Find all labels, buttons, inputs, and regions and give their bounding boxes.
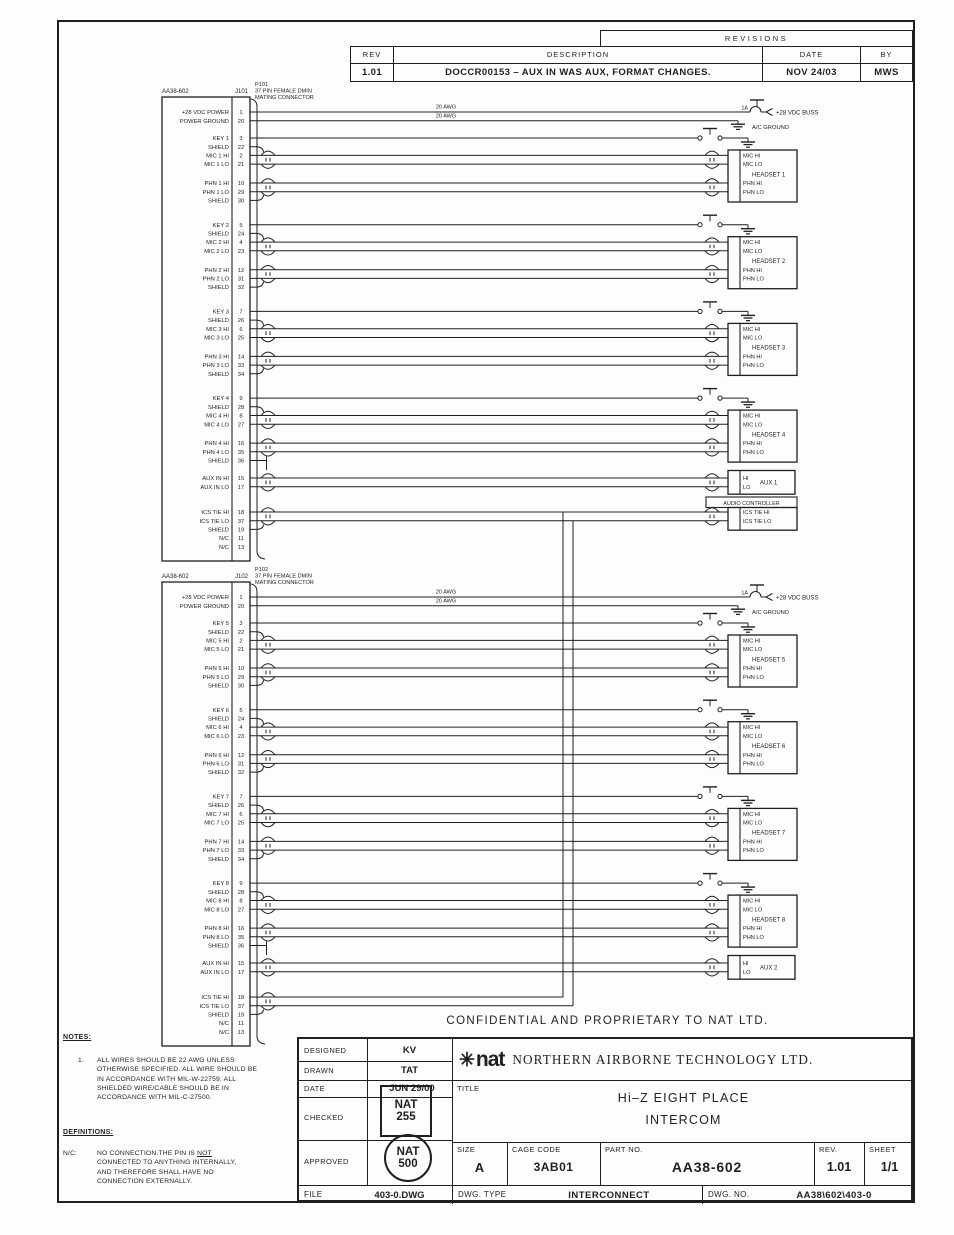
pin-number-label: 3 [239, 136, 243, 143]
pin-number-label: 25 [237, 820, 245, 827]
date-col-header: DATE [799, 50, 824, 60]
pin-number-label: 14 [237, 354, 245, 361]
aux-port-label: HI [743, 961, 749, 968]
pin-number-label: 37 [237, 518, 245, 525]
pin-name-label: MIC 7 LO [204, 820, 229, 827]
audio-controller-title: AUDIO CONTROLLER [723, 500, 780, 507]
pin-name-label: SHIELD [208, 716, 229, 723]
headset-port-label: PHN LO [743, 189, 764, 196]
pin-name-label: PHN 1 LO [202, 189, 229, 196]
pin-name-label: N/C [219, 544, 229, 551]
headset-name-label: HEADSET 7 [752, 830, 786, 837]
pin-name-label: SHIELD [208, 285, 229, 292]
company-name: NORTHERN AIRBORNE TECHNOLOGY LTD. [512, 1052, 814, 1067]
pin-number-label: 24 [237, 231, 245, 238]
by-col-header: BY [880, 50, 893, 60]
headset-port-label: MIC LO [743, 820, 763, 827]
board-ref-label: AA38-602 [162, 89, 189, 95]
pin-number-label: 36 [237, 943, 245, 950]
pin-name-label: SHIELD [208, 856, 229, 863]
pin-name-label: PHN 1 HI [204, 181, 229, 188]
nc-text: NO CONNECTION.THE PIN IS [97, 1150, 198, 1157]
pin-number-label: 18 [237, 995, 245, 1002]
pin-name-label: SHIELD [208, 943, 229, 950]
size-value: A [474, 1159, 485, 1175]
pin-name-label: PHN 6 LO [202, 761, 229, 768]
headset-name-label: HEADSET 8 [752, 917, 786, 924]
pin-number-label: 17 [237, 969, 245, 976]
pin-number-label: 21 [237, 162, 245, 169]
pin-number-label: 22 [237, 629, 245, 636]
definitions-heading: DEFINITIONS: [63, 1129, 114, 1136]
pin-name-label: MIC 8 LO [204, 907, 229, 914]
headset-port-label: PHN HI [743, 752, 762, 759]
pin-number-label: 22 [237, 144, 245, 151]
dwg-no-value: AA38\602\403-0 [796, 1189, 872, 1201]
pin-name-label: MIC 3 HI [206, 326, 229, 333]
headset-port-label: PHN HI [743, 926, 762, 933]
rev-label: REV. [819, 1145, 838, 1154]
nc-term: N/C: [63, 1150, 78, 1157]
pin-name-label: AUX IN HI [202, 961, 229, 968]
headset-port-label: PHN LO [743, 276, 764, 283]
date-col-header-cell [762, 46, 861, 64]
stamp-text: 500 [398, 1158, 418, 1170]
pin-name-label: KEY 4 [212, 396, 229, 403]
headset-port-label: PHN HI [743, 354, 762, 361]
headset-port-label: MIC LO [743, 248, 763, 255]
file-value: 403-0.DWG [374, 1189, 425, 1201]
note-line [97, 1149, 297, 1158]
pin-number-label: 7 [239, 794, 243, 801]
ac-ground-label: A/C GROUND [752, 610, 790, 617]
pin-name-label: KEY 8 [212, 881, 229, 888]
stamp-text: NAT [394, 1098, 418, 1111]
pin-name-label: KEY 3 [212, 309, 229, 316]
pin-number-label: 30 [237, 198, 245, 205]
confidentiality-text: CONFIDENTIAL AND PROPRIETARY TO NAT LTD. [446, 1015, 769, 1027]
plug-desc-label: 37 PIN FEMALE DMIN [255, 88, 312, 95]
pin-number-label: 7 [239, 309, 243, 316]
sheet-value: 1/1 [880, 1160, 899, 1174]
pin-number-label: 17 [237, 484, 245, 491]
pin-name-label: PHN 5 HI [204, 666, 229, 673]
pin-name-label: +28 VDC POWER [181, 595, 229, 602]
pin-number-label: 30 [237, 683, 245, 690]
pin-name-label: PHN 2 HI [204, 267, 229, 274]
description-col-header-cell [393, 46, 763, 64]
nc-definition [97, 1149, 297, 1186]
pin-name-label: MIC 1 HI [206, 153, 229, 160]
pin-name-label: MIC 6 LO [204, 733, 229, 740]
checked-label: CHECKED [304, 1113, 344, 1122]
plug-ref-label: P101 [255, 82, 269, 88]
pin-name-label: MIC 8 HI [206, 898, 229, 905]
pin-name-label: SHIELD [208, 231, 229, 238]
note-line: ALL WIRES SHOULD BE 22 AWG UNLESS [97, 1057, 235, 1064]
pin-number-label: 34 [237, 371, 245, 378]
pin-number-label: 4 [239, 725, 243, 732]
title-label: TITLE [457, 1084, 480, 1093]
headset-port-label: PHN HI [743, 839, 762, 846]
pin-number-label: 21 [237, 647, 245, 654]
pin-number-label: 1 [239, 595, 243, 602]
pin-number-label: 37 [237, 1003, 245, 1010]
pin-name-label: SHIELD [208, 144, 229, 151]
cage-code-value: 3AB01 [533, 1160, 574, 1174]
fuse-rating-label: 1A [741, 590, 748, 597]
designed-value: KV [402, 1044, 417, 1056]
pin-name-label: PHN 3 LO [202, 363, 229, 370]
jack-ref-label: J101 [234, 89, 248, 95]
pin-number-label: 35 [237, 449, 245, 456]
headset-port-label: PHN HI [743, 666, 762, 673]
pin-number-label: 6 [239, 811, 243, 818]
headset-port-label: PHN HI [743, 441, 762, 448]
dwg-no-label: DWG. NO. [708, 1190, 750, 1199]
drawn-value: TAT [400, 1065, 419, 1076]
pin-name-label: PHN 2 LO [202, 276, 229, 283]
fuse-rating-label: 1A [741, 105, 748, 112]
rev-date: NOV 24/03 [786, 66, 837, 78]
pin-number-label: 3 [239, 621, 243, 628]
rev-by-cell [860, 63, 913, 82]
pin-number-label: 4 [239, 240, 243, 247]
pin-name-label: PHN 5 LO [202, 674, 229, 681]
pin-name-label: SHIELD [208, 683, 229, 690]
drawing-title [452, 1080, 915, 1142]
pin-number-label: 6 [239, 326, 243, 333]
nc-text-underlined: NOT [197, 1150, 212, 1157]
pin-number-label: 29 [237, 674, 245, 681]
headset-name-label: HEADSET 5 [752, 657, 786, 664]
controller-port-label: ICS TIE HI [743, 510, 770, 517]
pin-number-label: 31 [237, 276, 245, 283]
pin-number-label: 27 [237, 907, 245, 914]
company-header [459, 1045, 813, 1075]
jack-ref-label: J102 [234, 574, 248, 580]
pin-name-label: PHN 3 HI [204, 354, 229, 361]
wire-gauge-label: 20 AWG [435, 589, 457, 596]
part-no-label: PART NO. [605, 1145, 643, 1154]
plug-desc-label: MATING CONNECTOR [255, 95, 314, 101]
pin-name-label: KEY 5 [212, 621, 229, 628]
pin-name-label: PHN 7 LO [202, 848, 229, 855]
note-line: CONNECTED TO ANYTHING INTERNALLY, [97, 1159, 237, 1167]
pin-number-label: 31 [237, 761, 245, 768]
pin-name-label: SHIELD [208, 889, 229, 896]
headset-port-label: MIC HI [743, 326, 761, 333]
drawing-title-line1: Hi–Z EIGHT PLACE [617, 1091, 750, 1105]
pin-number-label: 9 [239, 396, 243, 403]
pin-number-label: 24 [237, 716, 245, 723]
checked-stamp [380, 1085, 432, 1137]
pin-name-label: SHIELD [208, 770, 229, 777]
pin-name-label: MIC 4 LO [204, 422, 229, 429]
pin-number-label: 10 [237, 666, 245, 673]
headset-port-label: MIC LO [743, 422, 763, 429]
pin-number-label: 28 [237, 889, 245, 896]
pin-name-label: N/C [219, 536, 229, 543]
headset-port-label: MIC LO [743, 162, 763, 169]
pin-name-label: SHIELD [208, 371, 229, 378]
pin-name-label: PHN 7 HI [204, 839, 229, 846]
rev-by: MWS [874, 66, 899, 78]
pin-name-label: PHN 4 HI [204, 441, 229, 448]
pin-name-label: POWER GROUND [179, 118, 229, 125]
headset-port-label: PHN LO [743, 848, 764, 855]
dc-buss-label: +28 VDC BUSS [776, 110, 819, 117]
pin-name-label: KEY 2 [212, 222, 229, 229]
headset-port-label: PHN LO [743, 449, 764, 456]
pin-name-label: N/C [219, 1021, 229, 1028]
part-no-value: AA38-602 [671, 1159, 743, 1175]
pin-name-label: MIC 5 HI [206, 638, 229, 645]
pin-name-label: SHIELD [208, 198, 229, 205]
pin-name-label: AUX IN LO [200, 969, 229, 976]
pin-name-label: AUX IN HI [202, 476, 229, 483]
headset-port-label: MIC HI [743, 725, 761, 732]
pin-name-label: MIC 4 HI [206, 413, 229, 420]
pin-number-label: 14 [237, 839, 245, 846]
headset-name-label: HEADSET 3 [752, 345, 786, 352]
headset-port-label: PHN LO [743, 761, 764, 768]
rev-value: 1.01 [361, 66, 383, 78]
drawing-title-line2: INTERCOM [645, 1113, 722, 1127]
pin-number-label: 28 [237, 404, 245, 411]
by-col-header-cell [860, 46, 913, 64]
pin-name-label: AUX IN LO [200, 484, 229, 491]
headset-port-label: MIC LO [743, 733, 763, 740]
confidentiality-notice [355, 1015, 860, 1027]
pin-number-label: 18 [237, 510, 245, 517]
pin-number-label: 8 [239, 413, 243, 420]
board-ref-label: AA38-602 [162, 574, 189, 580]
designed-label: DESIGNED [304, 1046, 347, 1055]
pin-number-label: 12 [237, 267, 245, 274]
pin-name-label: PHN 8 LO [202, 934, 229, 941]
pin-number-label: 33 [237, 848, 245, 855]
dwg-type-value: INTERCONNECT [568, 1189, 650, 1201]
headset-name-label: HEADSET 4 [752, 432, 786, 439]
pin-number-label: 2 [239, 153, 243, 160]
headset-port-label: MIC LO [743, 907, 763, 914]
aux-port-label: HI [743, 476, 749, 483]
controller-port-label: ICS TIE LO [743, 518, 772, 525]
headset-port-label: MIC LO [743, 335, 763, 342]
rev-value-titleblock: 1.01 [826, 1160, 852, 1174]
pin-number-label: 11 [237, 1021, 245, 1028]
pin-name-label: PHN 8 HI [204, 926, 229, 933]
pin-name-label: SHIELD [208, 1012, 229, 1019]
pin-number-label: 27 [237, 422, 245, 429]
pin-name-label: SHIELD [208, 629, 229, 636]
aux-port-label: LO [743, 484, 751, 491]
note-1-number: 1. [78, 1057, 84, 1064]
pin-name-label: SHIELD [208, 404, 229, 411]
rev-col-header: REV [362, 50, 382, 60]
pin-name-label: ICS TIE LO [199, 518, 229, 525]
headset-name-label: HEADSET 6 [752, 744, 786, 750]
pin-number-label: 36 [237, 458, 245, 465]
pin-name-label: KEY 6 [212, 707, 229, 714]
wire-gauge-label: 20 AWG [435, 113, 457, 120]
dc-buss-label: +28 VDC BUSS [776, 595, 819, 602]
ac-ground-label: A/C GROUND [752, 125, 790, 132]
pin-name-label: +28 VDC POWER [181, 110, 229, 117]
rev-col-header-cell [350, 46, 394, 64]
pin-number-label: 15 [237, 961, 245, 968]
aux-name-label: AUX 1 [760, 480, 778, 487]
headset-port-label: MIC HI [743, 240, 761, 247]
pin-name-label: ICS TIE LO [199, 1003, 229, 1010]
headset-port-label: PHN LO [743, 934, 764, 941]
pin-number-label: 13 [237, 1029, 245, 1036]
wire-gauge-label: 20 AWG [435, 598, 457, 605]
headset-port-label: MIC HI [743, 153, 761, 160]
note-line: AND THEREFORE SHALL HAVE NO [97, 1168, 214, 1176]
pin-name-label: KEY 1 [212, 136, 229, 143]
date-value: JUN 29/00 [389, 1083, 435, 1094]
pin-name-label: N/C [219, 1029, 229, 1036]
note-line: IN ACCORDANCE WITH MIL-W-22759. ALL [97, 1075, 237, 1083]
pin-number-label: 19 [237, 527, 245, 534]
pin-number-label: 26 [237, 803, 245, 810]
rev-date-cell [762, 63, 861, 82]
pin-number-label: 32 [237, 770, 245, 777]
pin-name-label: MIC 6 HI [206, 725, 229, 732]
pin-name-label: PHN 6 HI [204, 752, 229, 759]
approved-label: APPROVED [304, 1157, 349, 1166]
note-line: OTHERWISE SPECIFIED. ALL WIRE SHOULD BE [97, 1066, 258, 1074]
revisions-title: REVISIONS [724, 33, 789, 43]
size-label: SIZE [457, 1145, 476, 1154]
pin-name-label: MIC 3 LO [204, 335, 229, 342]
pin-number-label: 16 [237, 441, 245, 448]
headset-port-label: PHN HI [743, 181, 762, 188]
pin-number-label: 20 [237, 118, 245, 125]
pin-name-label: MIC 5 LO [204, 647, 229, 654]
pin-name-label: MIC 1 LO [204, 162, 229, 169]
pin-number-label: 11 [237, 536, 245, 543]
description-col-header: DESCRIPTION [546, 50, 610, 60]
rev-value-cell [350, 63, 394, 82]
plug-ref-label: P102 [255, 567, 269, 573]
pin-number-label: 29 [237, 189, 245, 196]
pin-number-label: 25 [237, 335, 245, 342]
headset-port-label: MIC HI [743, 413, 761, 420]
drawn-label: DRAWN [304, 1066, 335, 1075]
rev-description: DOCCR00153 – AUX IN WAS AUX, FORMAT CHANGES. [445, 66, 711, 78]
pin-number-label: 35 [237, 934, 245, 941]
pin-name-label: SHIELD [208, 318, 229, 325]
pin-number-label: 9 [239, 881, 243, 888]
aux-name-label: AUX 2 [760, 965, 778, 972]
pin-number-label: 12 [237, 752, 245, 759]
pin-number-label: 8 [239, 898, 243, 905]
approved-stamp [384, 1134, 432, 1182]
file-label: FILE [304, 1190, 323, 1199]
pin-number-label: 23 [237, 248, 245, 255]
pin-number-label: 32 [237, 285, 245, 292]
pin-number-label: 5 [239, 707, 243, 714]
notes-heading: NOTES: [63, 1034, 92, 1041]
pin-number-label: 19 [237, 1012, 245, 1019]
plug-desc-label: MATING CONNECTOR [255, 580, 314, 586]
plug-desc-label: 37 PIN FEMALE DMIN [255, 573, 312, 580]
pin-number-label: 20 [237, 603, 245, 610]
dwg-type-label: DWG. TYPE [458, 1190, 507, 1199]
pin-name-label: PHN 4 LO [202, 449, 229, 456]
pin-number-label: 16 [237, 926, 245, 933]
pin-number-label: 33 [237, 363, 245, 370]
revisions-title-cell [600, 30, 913, 47]
aux-port-label: LO [743, 969, 751, 976]
pin-number-label: 15 [237, 476, 245, 483]
sheet-label: SHEET [869, 1145, 897, 1154]
pin-number-label: 10 [237, 181, 245, 188]
pin-name-label: SHIELD [208, 458, 229, 465]
stamp-text: 255 [396, 1111, 416, 1123]
pin-name-label: ICS TIE HI [201, 995, 229, 1002]
pin-number-label: 1 [239, 110, 243, 117]
pin-name-label: MIC 7 HI [206, 811, 229, 818]
pin-number-label: 13 [237, 544, 245, 551]
pin-name-label: SHIELD [208, 803, 229, 810]
pin-name-label: KEY 7 [212, 794, 229, 801]
date-label: DATE [304, 1084, 326, 1093]
pin-name-label: SHIELD [208, 527, 229, 534]
pin-number-label: 34 [237, 856, 245, 863]
headset-port-label: PHN LO [743, 674, 764, 681]
rev-description-cell [393, 63, 763, 82]
pin-number-label: 23 [237, 733, 245, 740]
nat-logo-wordmark: nat [475, 1048, 505, 1071]
pin-number-label: 2 [239, 638, 243, 645]
note-line: CONNECTION EXTERNALLY. [97, 1177, 193, 1185]
pin-name-label: MIC 2 LO [204, 248, 229, 255]
wire-gauge-label: 20 AWG [435, 104, 457, 111]
nat-logo-star-icon: ✳ [459, 1049, 475, 1071]
headset-port-label: MIC HI [743, 898, 761, 905]
stamp-text: NAT [396, 1145, 420, 1158]
pin-number-label: 26 [237, 318, 245, 325]
headset-port-label: MIC HI [743, 638, 761, 645]
note-line: SHIELDED WIRE/CABLE SHOULD BE IN [97, 1084, 230, 1092]
headset-name-label: HEADSET 1 [752, 172, 786, 179]
cage-code-label: CAGE CODE [512, 1145, 561, 1154]
note-line: ACCORDANCE WITH MIL-C-27500. [97, 1094, 212, 1102]
headset-port-label: MIC HI [743, 811, 761, 818]
pin-name-label: ICS TIE HI [201, 510, 229, 517]
pin-number-label: 5 [239, 222, 243, 229]
headset-port-label: MIC LO [743, 647, 763, 654]
pin-name-label: MIC 2 HI [206, 240, 229, 247]
headset-port-label: PHN HI [743, 267, 762, 274]
pin-name-label: POWER GROUND [179, 603, 229, 610]
headset-port-label: PHN LO [743, 363, 764, 370]
headset-name-label: HEADSET 2 [752, 259, 786, 265]
note-1-text [97, 1056, 302, 1102]
